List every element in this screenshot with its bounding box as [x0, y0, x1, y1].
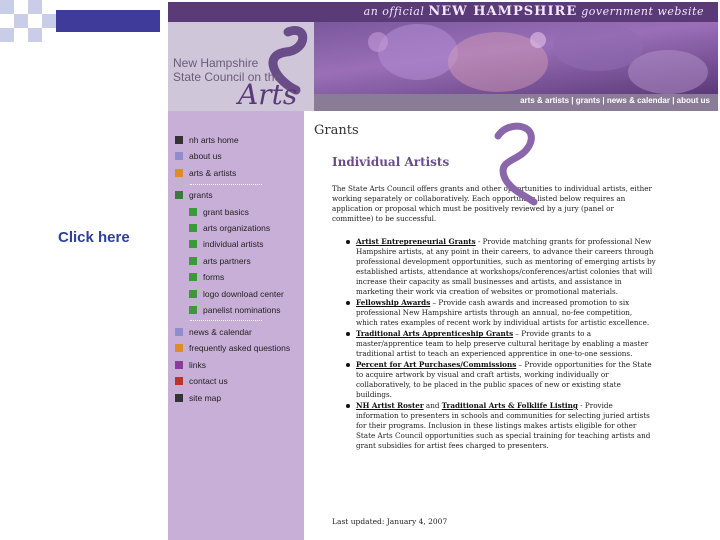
- list-item: NH Artist Roster and Traditional Arts & Folklife Listing - Provide information to presenters in schools and communities for selecting juried artists for their programs. Inclusion in these listings makes artists eligible for other State Arts Council opportunities such as special training for teaching artists and grant subsidies for artist fees charged to presenters.: [346, 401, 656, 451]
- top-nav-links[interactable]: arts & artists | grants | news & calendar | about us: [520, 96, 710, 105]
- decorative-squares: [0, 0, 170, 45]
- sidebar-item-contact-us[interactable]: contact us: [175, 376, 228, 386]
- sidebar-divider: [190, 184, 262, 185]
- sidebar-item-arts-artists[interactable]: arts & artists: [175, 168, 236, 178]
- bullet-square-icon: [175, 191, 183, 199]
- bullet-square-icon: [175, 361, 183, 369]
- bullet-square-icon: [175, 328, 183, 336]
- bullet-square-icon: [175, 394, 183, 402]
- top-navigation: [314, 94, 718, 111]
- sidebar-item-news-calendar[interactable]: news & calendar: [175, 327, 252, 337]
- sidebar-item-grant-basics[interactable]: grant basics: [189, 207, 249, 217]
- bullet-square-icon: [189, 224, 197, 232]
- top-bar: [168, 2, 718, 22]
- council-logo[interactable]: New Hampshire State Council on the Arts: [168, 22, 314, 111]
- bullet-square-icon: [175, 136, 183, 144]
- artist-entrepreneurial-grants-link[interactable]: Artist Entrepreneurial Grants: [356, 237, 476, 246]
- section-title: Individual Artists: [332, 155, 450, 169]
- official-site-title: an official NEW HAMPSHIRE government website: [363, 4, 704, 19]
- sidebar-item-about-us[interactable]: about us: [175, 151, 222, 161]
- sidebar-item-arts-partners[interactable]: arts partners: [189, 256, 251, 266]
- percent-for-art-link[interactable]: Percent for Art Purchases/Commissions: [356, 360, 517, 369]
- list-item: Artist Entrepreneurial Grants - Provide matching grants for professional New Hampshire artists, at any point in their careers, to advance their careers through professional development opportunities, such as mentoring of emerging artists by established artists, attendance at workshops/conferences/artist colonies that will increase their capacity as small businesses and artists, and assistance in marketing their work via creation of websites or promotional materials.: [346, 237, 656, 297]
- bullet-square-icon: [175, 169, 183, 177]
- list-item: Traditional Arts Apprenticeship Grants – Provide grants to a master/apprentice team to help preserve cultural heritage by enabling a master traditional artist to teach an experienced apprentice in one-to-one sessions.: [346, 329, 656, 359]
- sidebar-item-faq[interactable]: frequently asked questions: [175, 343, 290, 353]
- sidebar-item-site-map[interactable]: site map: [175, 393, 221, 403]
- traditional-arts-apprenticeship-link[interactable]: Traditional Arts Apprenticeship Grants: [356, 329, 514, 338]
- list-item: Fellowship Awards – Provide cash awards and increased promotion to six professional New Hampshire artists through an annual, no-fee competition, which rates examples of recent work by individual artists for artistic excellence.: [346, 298, 656, 328]
- page-title: Grants: [314, 123, 359, 138]
- bullet-square-icon: [189, 273, 197, 281]
- traditional-arts-folklife-listing-link[interactable]: Traditional Arts & Folklife Listing: [441, 401, 578, 410]
- sidebar-item-forms[interactable]: forms: [189, 272, 224, 282]
- bullet-square-icon: [175, 152, 183, 160]
- list-item: Percent for Art Purchases/Commissions – Provide opportunities for the State to acquire artwork by visual and craft artists, working individually or collaboratively, to be placed in the public spaces of new or existing state buildings.: [346, 360, 656, 400]
- nh-artist-roster-link[interactable]: NH Artist Roster: [356, 401, 424, 410]
- fellowship-awards-link[interactable]: Fellowship Awards: [356, 298, 431, 307]
- grant-programs-list: [346, 237, 656, 452]
- sidebar-item-panelist-nominations[interactable]: panelist nominations: [189, 305, 281, 315]
- sidebar-item-arts-organizations[interactable]: arts organizations: [189, 223, 270, 233]
- intro-paragraph: The State Arts Council offers grants and other opportunities to individual artists, either working separately or collaboratively. Each opportunity listed below requires an application or proposal which must be positively reviewed by a jury (panel or committee) to be successful.: [332, 184, 652, 223]
- sidebar-item-individual-artists[interactable]: individual artists: [189, 239, 263, 249]
- last-updated: Last updated: January 4, 2007: [332, 517, 448, 526]
- sidebar-item-nh-arts-home[interactable]: nh arts home: [175, 135, 239, 145]
- bullet-square-icon: [175, 344, 183, 352]
- click-here-callout: Click here: [58, 229, 130, 246]
- sidebar-divider: [190, 320, 262, 321]
- bullet-square-icon: [189, 240, 197, 248]
- bullet-square-icon: [189, 208, 197, 216]
- sidebar-item-links[interactable]: links: [175, 360, 206, 370]
- bullet-square-icon: [189, 257, 197, 265]
- website-frame: [168, 2, 718, 540]
- bullet-square-icon: [189, 306, 197, 314]
- sidebar-item-logo-download-center[interactable]: logo download center: [189, 289, 284, 299]
- sidebar: [168, 111, 304, 540]
- decorative-swirl-icon: [490, 118, 540, 206]
- bullet-square-icon: [175, 377, 183, 385]
- bullet-square-icon: [189, 290, 197, 298]
- sidebar-item-grants[interactable]: grants: [175, 190, 213, 200]
